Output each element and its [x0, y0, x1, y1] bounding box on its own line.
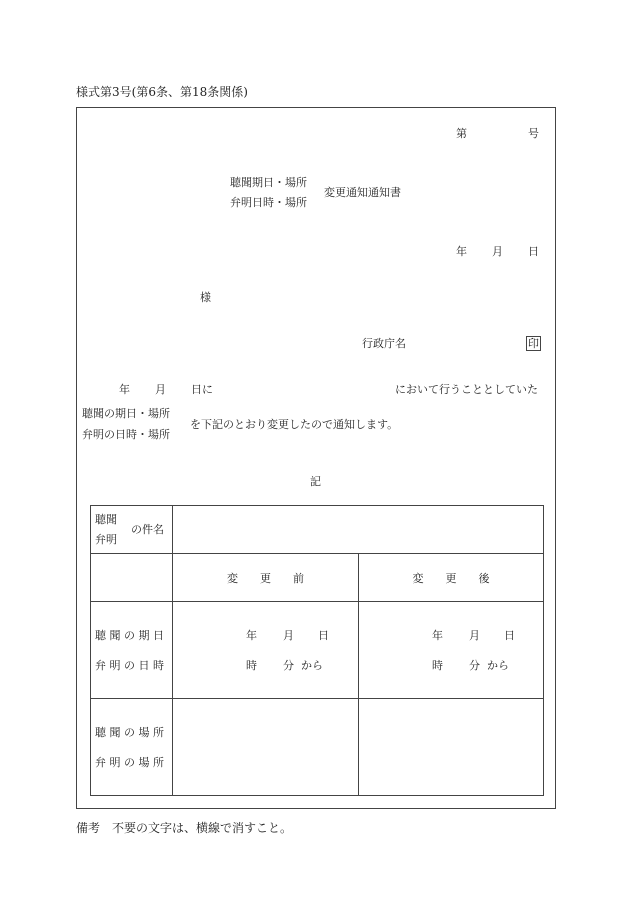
ki-heading: 記 — [310, 475, 321, 488]
case-name-value-cell — [173, 506, 544, 554]
seal-mark: 印 — [528, 337, 539, 350]
date-label-benmei: 弁 明 の 日 時 — [95, 659, 164, 672]
body-option-1: 聴聞の期日・場所 — [82, 407, 170, 420]
after-header-cell — [359, 554, 544, 602]
before-hour: 時 — [246, 659, 257, 672]
before-kara: から — [301, 659, 323, 672]
addressee-sama: 様 — [200, 291, 211, 304]
body-year: 年 — [119, 383, 130, 396]
before-minute: 分 — [283, 659, 294, 672]
header-blank-cell — [91, 554, 173, 602]
change-table — [90, 505, 544, 796]
case-label-suffix: の件名 — [131, 523, 164, 536]
date-month: 月 — [492, 245, 503, 258]
number-dai: 第 — [456, 127, 467, 140]
form-title: 様式第3号(第6条、第18条関係) — [76, 85, 248, 99]
body-option-2: 弁明の日時・場所 — [82, 428, 170, 441]
number-go: 号 — [528, 127, 539, 140]
place-label-benmei: 弁 明 の 場 所 — [95, 756, 164, 769]
after-month: 月 — [469, 629, 480, 642]
body-closing: を下記のとおり変更したので通知します。 — [190, 418, 399, 431]
before-header: 変 更 前 — [227, 571, 304, 585]
datetime-after-cell — [359, 602, 544, 699]
place-after-cell — [359, 699, 544, 796]
datetime-before-cell — [173, 602, 359, 699]
after-kara: から — [487, 659, 509, 672]
datetime-label-cell — [91, 602, 173, 699]
case-label-choukou: 聴聞 — [95, 513, 117, 526]
agency-name: 行政庁名 — [362, 337, 406, 350]
case-label-benmei: 弁明 — [95, 533, 117, 546]
doc-title-option-1: 聴聞期日・場所 — [230, 176, 307, 189]
doc-title-option-2: 弁明日時・場所 — [230, 196, 307, 209]
remarks-note: 備考 不要の文字は、横線で消すこと。 — [76, 821, 293, 835]
before-month: 月 — [283, 629, 294, 642]
place-before-cell — [173, 699, 359, 796]
after-minute: 分 — [469, 659, 480, 672]
after-header: 変 更 後 — [412, 571, 490, 585]
after-year: 年 — [432, 629, 443, 642]
date-day: 日 — [528, 245, 539, 258]
before-day: 日 — [318, 629, 329, 642]
doc-title-suffix: 変更通知通知書 — [324, 186, 401, 199]
place-label-cell — [91, 699, 173, 796]
before-year: 年 — [246, 629, 257, 642]
body-month: 月 — [155, 383, 166, 396]
body-day-ni: 日に — [191, 383, 213, 396]
date-year: 年 — [456, 245, 467, 258]
date-label-choukou: 聴 聞 の 期 日 — [95, 629, 164, 642]
body-place-phrase: において行うこととしていた — [395, 383, 538, 396]
after-day: 日 — [504, 629, 515, 642]
before-header-cell — [173, 554, 359, 602]
place-label-choukou: 聴 聞 の 場 所 — [95, 726, 164, 739]
case-name-label-cell — [91, 506, 173, 554]
after-hour: 時 — [432, 659, 443, 672]
